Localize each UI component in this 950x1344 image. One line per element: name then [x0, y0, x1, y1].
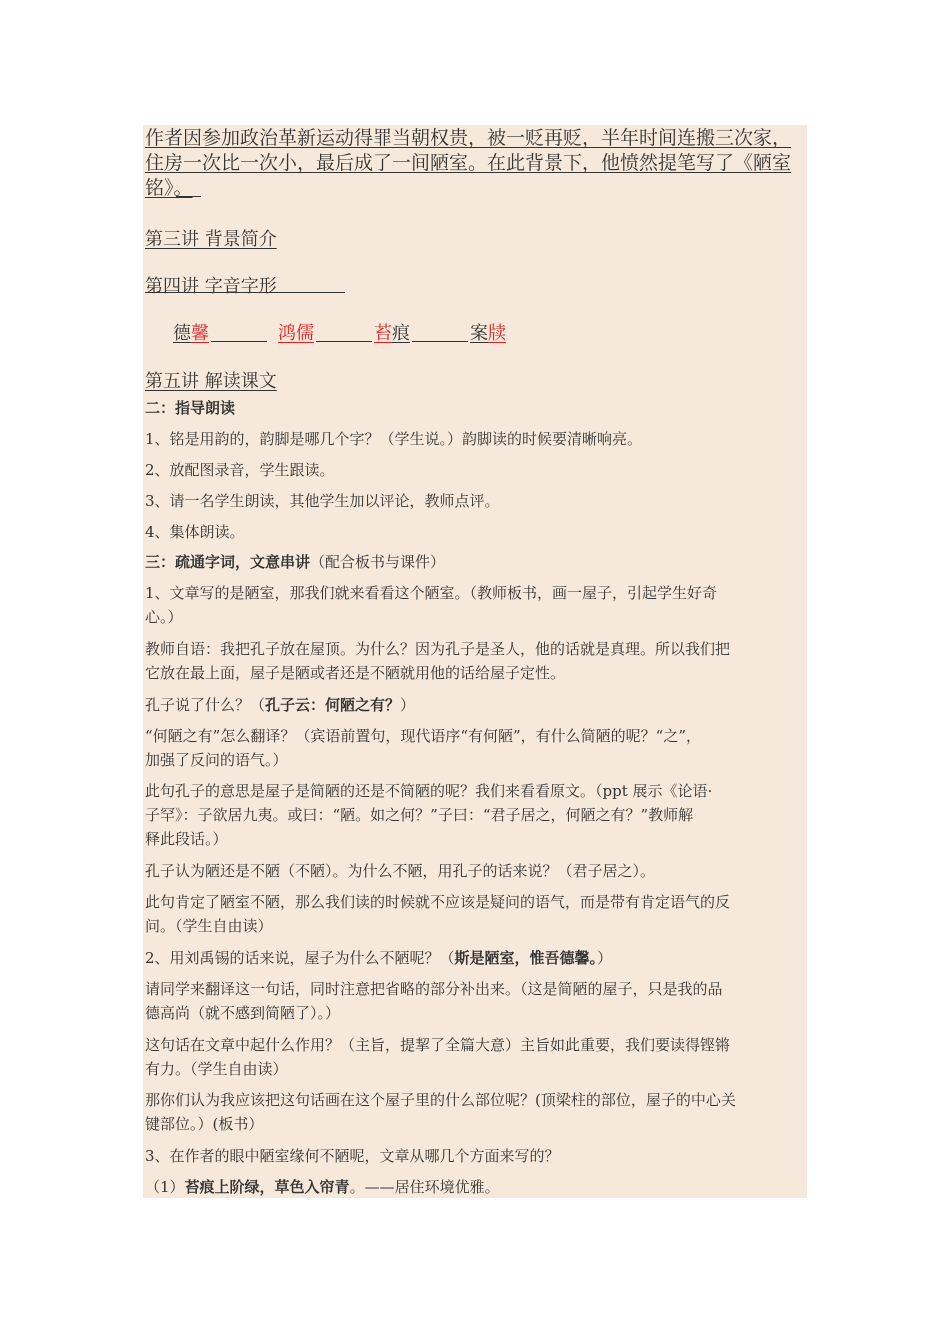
para-7-line-1: 此句肯定了陋室不陋，那么我们读的时候就不应该是疑问的语气，而是带有肯定语气的反: [145, 893, 731, 911]
para-8: [145, 946, 805, 970]
para-8-text: 2、用刘禹锡的话来说，屋子为什么不陋呢？（: [145, 949, 455, 967]
lecture-5-heading: 第五讲 解读课文: [145, 371, 277, 392]
lecture-4-underline: [145, 292, 345, 293]
para-11-line-2: 键部位。）(板书）: [145, 1115, 264, 1133]
section-3-title-rest: （配合板书与课件）: [310, 553, 446, 571]
para-2-line-2: 它放在最上面，屋子是陋或者还是不陋就用他的话给屋子定性。: [145, 664, 566, 682]
para-3: [145, 693, 805, 717]
section-2-title: 二：指导朗读: [145, 399, 236, 417]
para-3-bold: 孔子云：何陋之有？: [265, 696, 401, 714]
section-3-title-bold: 三：疏通字词，文意串讲: [145, 553, 311, 571]
para-9-line-1: 请同学来翻译这一句话，同时注意把省略的部分补出来。（这是简陋的屋子，只是我的品: [145, 980, 723, 998]
word-gap-underline: [412, 341, 468, 342]
intro-line-2: 住房一次比一次小，最后成了一间陋室。在此背景下，他愤然提笔写了《陋室: [145, 152, 792, 174]
para-4-line-2: 加强了反问的语气。）: [145, 751, 288, 769]
word-char: 痕: [392, 323, 410, 344]
word-char: 案: [470, 323, 488, 344]
word-char: 德: [173, 323, 191, 344]
para-13-prefix: （1）: [145, 1178, 185, 1196]
para-6: 孔子认为陋还是不陋（不陋）。为什么不陋，用孔子的话来说？（君子居之）。: [145, 862, 656, 880]
word-gap-underline: [211, 341, 267, 342]
para-8-bold: 斯是陋室，惟吾德馨。: [454, 949, 598, 967]
section-2-item-3: 3、请一名学生朗读，其他学生加以评论，教师点评。: [145, 492, 500, 510]
para-5-line-3: 释此段话。）: [145, 830, 228, 848]
section-2-item-2: 2、放配图录音，学生跟读。: [145, 461, 335, 479]
para-12: 3、在作者的眼中陋室缘何不陋呢，文章从哪几个方面来写的？: [145, 1147, 560, 1165]
para-5-line-2: 子罕》：子欲居九夷。或曰：“陋。如之何？”子曰：“君子居之，何陋之有？”教师解: [145, 806, 694, 824]
para-10-line-1: 这句话在文章中起什么作用？（主旨，提挈了全篇大意）主旨如此重要，我们要读得铿锵: [145, 1036, 731, 1054]
word-highlight: 鸿儒: [278, 323, 314, 344]
intro-line-3: 铭》。: [145, 177, 193, 199]
word-char-highlight: 牍: [488, 323, 506, 344]
word-andu: [470, 319, 506, 345]
word-hongru: [278, 319, 314, 345]
para-8-end: ）: [597, 949, 613, 967]
para-5-line-1: 此句孔子的意思是屋子是简陋的还是不简陋的呢？我们来看看原文。（ppt 展示《论语·: [145, 782, 713, 800]
word-dexin: [173, 319, 209, 345]
lecture-3-heading: 第三讲 背景简介: [145, 229, 277, 250]
word-gap-underline: [316, 341, 372, 342]
para-9-line-2: 德高尚（就不感到简陋了）。）: [145, 1004, 341, 1022]
para-13-bold: 苔痕上阶绿，草色入帘青: [184, 1178, 350, 1196]
section-2-item-1: 1、铭是用韵的，韵脚是哪几个字？（学生说。）韵脚读的时候要清晰响亮。: [145, 430, 643, 448]
para-1-line-2: 心。）: [145, 608, 183, 626]
word-char-highlight: 馨: [191, 323, 209, 344]
word-char-highlight: 苔: [374, 323, 392, 344]
word-taihen: [374, 319, 410, 345]
para-13-end: 。——居住环境优雅。: [349, 1178, 500, 1196]
para-13: [145, 1175, 805, 1199]
para-10-line-2: 有力。（学生自由读）: [145, 1060, 288, 1078]
para-3-text: 孔子说了什么？（: [145, 696, 266, 714]
intro-line-1: 作者因参加政治革新运动得罪当朝权贵，被一贬再贬，半年时间连搬三次家，: [145, 127, 792, 149]
section-3-title: [145, 550, 805, 574]
lecture-4-heading: 第四讲 字音字形: [145, 276, 277, 297]
para-7-line-2: 问。（学生自由读）: [145, 917, 273, 935]
para-4-line-1: “何陋之有”怎么翻译？（宾语前置句，现代语序“有何陋”，有什么简陋的呢？“之”，: [145, 727, 702, 745]
intro-underline-tail: [176, 196, 201, 197]
section-2-item-4: 4、集体朗读。: [145, 523, 245, 541]
para-2-line-1: 教师自语：我把孔子放在屋顶。为什么？因为孔子是圣人，他的话就是真理。所以我们把: [145, 640, 731, 658]
para-3-end: ）: [400, 696, 416, 714]
para-1-line-1: 1、文章写的是陋室，那我们就来看看这个陋室。（教师板书，画一屋子，引起学生好奇: [145, 584, 718, 602]
para-11-line-1: 那你们认为我应该把这句话画在这个屋子里的什么部位呢？(顶梁柱的部位，屋子的中心关: [145, 1091, 736, 1109]
